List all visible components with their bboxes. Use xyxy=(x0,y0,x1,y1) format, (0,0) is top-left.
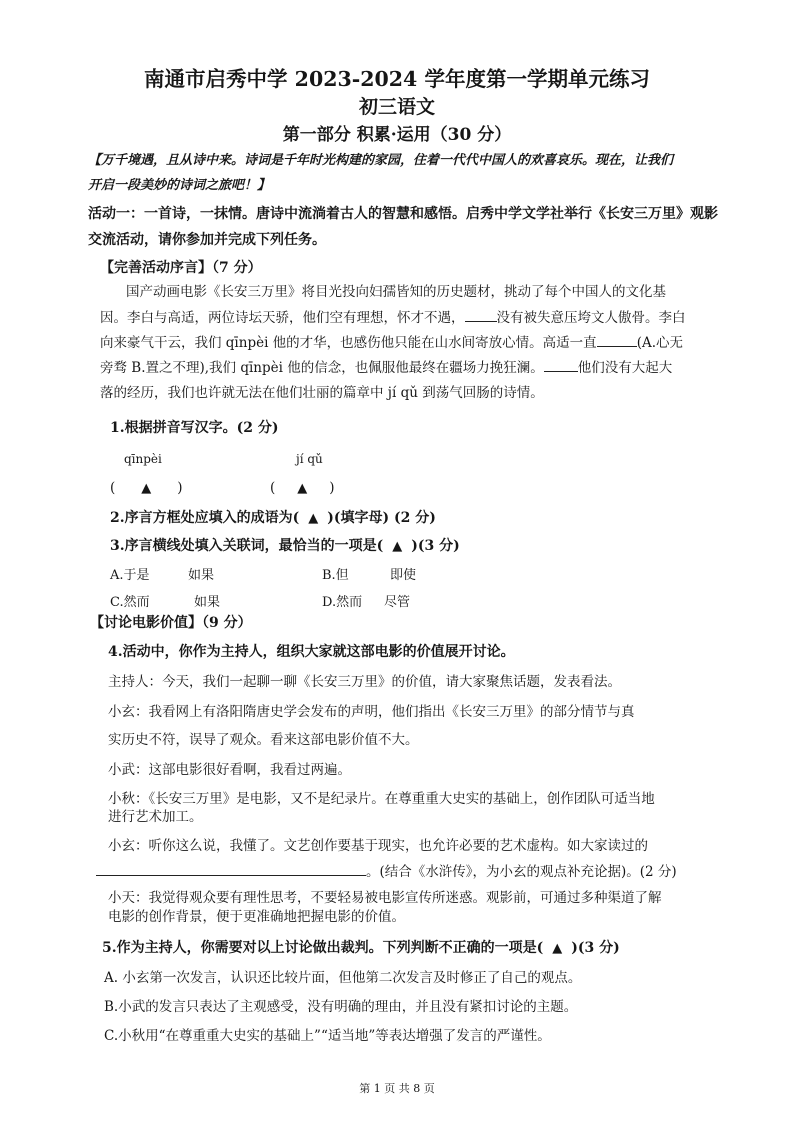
question-1: 1.根据拼音写汉字。(2 分) xyxy=(110,420,279,436)
option-line[interactable]: B.小武的发言只表达了主观感受，没有明确的理由，并且没有紧扣讨论的主题。 xyxy=(104,999,578,1015)
answer-line[interactable] xyxy=(96,862,366,876)
dialogue-line: 小秋：《长安三万里》是电影，又不是纪录片。在尊重重大史实的基础上，创作团队可适当地 xyxy=(108,791,655,807)
option-word: 如果 xyxy=(194,595,221,610)
intro-line: 【万千境遇，且从诗中来。诗词是千年时光构建的家园，住着一代代中国人的欢喜哀乐。现在，让我们 xyxy=(88,153,674,168)
question-3 xyxy=(110,537,460,556)
connective-blank[interactable] xyxy=(465,308,497,322)
answer-paren[interactable] xyxy=(110,479,183,498)
question-5 xyxy=(102,939,620,958)
triangle-icon[interactable]: ▲ xyxy=(308,511,319,526)
dialogue-text: 。(结合《水浒传》，为小玄的观点补充论据)。(2 分) xyxy=(366,864,677,880)
dialogue-line xyxy=(96,862,677,881)
page-number: 第 1 页 共 8 页 xyxy=(359,1082,435,1095)
preface-text-segment: (A.心无 xyxy=(636,335,683,351)
connective-blank[interactable] xyxy=(544,358,578,372)
option-word: 尽管 xyxy=(384,595,411,610)
preface-text-segment: 旁骛 B.置之不理),我们 qīnpèi 他的信念，也佩服他最终在疆场力挽狂澜。 xyxy=(100,360,544,376)
question-text: 2.序言方框处应填入的成语为( xyxy=(110,510,300,526)
question-2 xyxy=(110,509,436,528)
section-heading: 【完善活动序言】（7 分） xyxy=(100,260,262,276)
dialogue-line: 电影的创作背景，便于更准确地把握电影的价值。 xyxy=(108,909,405,925)
preface-text-segment: 他们没有大起大 xyxy=(577,360,673,376)
dialogue-line: 小天：我觉得观众要有理性思考，不要轻易被电影宣传所迷惑。观影前，可通过多种渠道了解 xyxy=(108,890,662,906)
dialogue-line: 小玄：听你这么说，我懂了。文艺创作要基于现实，也允许必要的艺术虚构。如大家读过的 xyxy=(108,838,648,854)
answer-paren[interactable] xyxy=(270,479,335,498)
pinyin-label: jí qǔ xyxy=(296,452,323,466)
activity-intro: 交流活动，请你参加并完成下列任务。 xyxy=(88,232,326,248)
option-word: 如果 xyxy=(188,568,215,583)
pinyin-label: qīnpèi xyxy=(124,452,162,466)
dialogue-line: 主持人：今天，我们一起聊一聊《长安三万里》的价值，请大家聚焦话题，发表看法。 xyxy=(108,674,621,690)
dialogue-line: 进行艺术加工。 xyxy=(108,809,203,825)
preface-text xyxy=(100,333,683,352)
question-text: 3.序言横线处填入关联词，最恰当的一项是( xyxy=(110,538,384,554)
preface-text: 国产动画电影《长安三万里》将目光投向妇孺皆知的历史题材，挑动了每个中国人的文化基 xyxy=(126,284,666,300)
preface-text-segment: 没有被失意压垮文人傲骨。李白 xyxy=(496,310,686,326)
dialogue-line: 小武：这部电影很好看啊，我看过两遍。 xyxy=(108,762,351,778)
dialogue-line: 小玄：我看网上有洛阳隋唐史学会发布的声明，他们指出《长安三万里》的部分情节与真 xyxy=(108,704,635,720)
question-text: )(3 分) xyxy=(411,538,460,554)
part-heading: 第一部分 积累·运用（30 分） xyxy=(282,125,512,145)
option-word: 即使 xyxy=(390,568,417,583)
dialogue-line: 实历史不符，误导了观众。看来这部电影价值不大。 xyxy=(108,732,419,748)
question-text: 5.作为主持人，你需要对以上讨论做出裁判。下列判断不正确的一项是( xyxy=(102,940,544,956)
question-text: )(3 分) xyxy=(571,940,620,956)
idiom-box[interactable] xyxy=(597,333,637,347)
paren-open: ( xyxy=(270,480,276,496)
section-heading: 【讨论电影价值】（9 分） xyxy=(90,615,252,631)
page-subtitle: 初三语文 xyxy=(358,96,435,118)
preface-text-segment: 向来豪气干云，我们 qīnpèi 他的才华，也感伤他只能在山水间寄放心情。高适一直 xyxy=(100,335,597,351)
paren-close: ) xyxy=(329,480,335,496)
question-text: )(填字母) (2 分) xyxy=(327,510,436,526)
option-line[interactable]: C.小秋用“在尊重重大史实的基础上”“适当地”等表达增强了发言的严谨性。 xyxy=(104,1028,551,1044)
intro-line: 开启一段美妙的诗词之旅吧！】 xyxy=(88,178,271,193)
option-label[interactable]: C.然而 xyxy=(110,595,150,610)
option-line[interactable]: A. 小玄第一次发言，认识还比较片面，但他第二次发言及时修正了自己的观点。 xyxy=(104,970,582,986)
triangle-icon: ▲ xyxy=(141,481,152,496)
question-4: 4.活动中，你作为主持人，组织大家就这部电影的价值展开讨论。 xyxy=(108,644,515,660)
triangle-icon[interactable]: ▲ xyxy=(552,941,563,956)
option-label[interactable]: D.然而 xyxy=(322,595,363,610)
paren-close: ) xyxy=(177,480,183,496)
preface-text xyxy=(100,308,686,327)
option-label[interactable]: B.但 xyxy=(322,568,349,583)
paren-open: ( xyxy=(110,480,116,496)
triangle-icon: ▲ xyxy=(297,481,308,496)
preface-text xyxy=(100,358,672,377)
option-label[interactable]: A.于是 xyxy=(110,568,150,583)
activity-intro: 活动一：一首诗，一抹情。唐诗中流淌着古人的智慧和感悟。启秀中学文学社举行《长安三万里》观影 xyxy=(88,206,718,222)
triangle-icon[interactable]: ▲ xyxy=(392,539,403,554)
preface-text: 落的经历，我们也许就无法在他们壮丽的篇章中 jí qǔ 到荡气回肠的诗情。 xyxy=(100,385,544,401)
page-title: 南通市启秀中学 2023-2024 学年度第一学期单元练习 xyxy=(144,67,650,91)
preface-text-segment: 因。李白与高适，两位诗坛天骄，他们空有理想，怀才不遇， xyxy=(100,310,465,326)
